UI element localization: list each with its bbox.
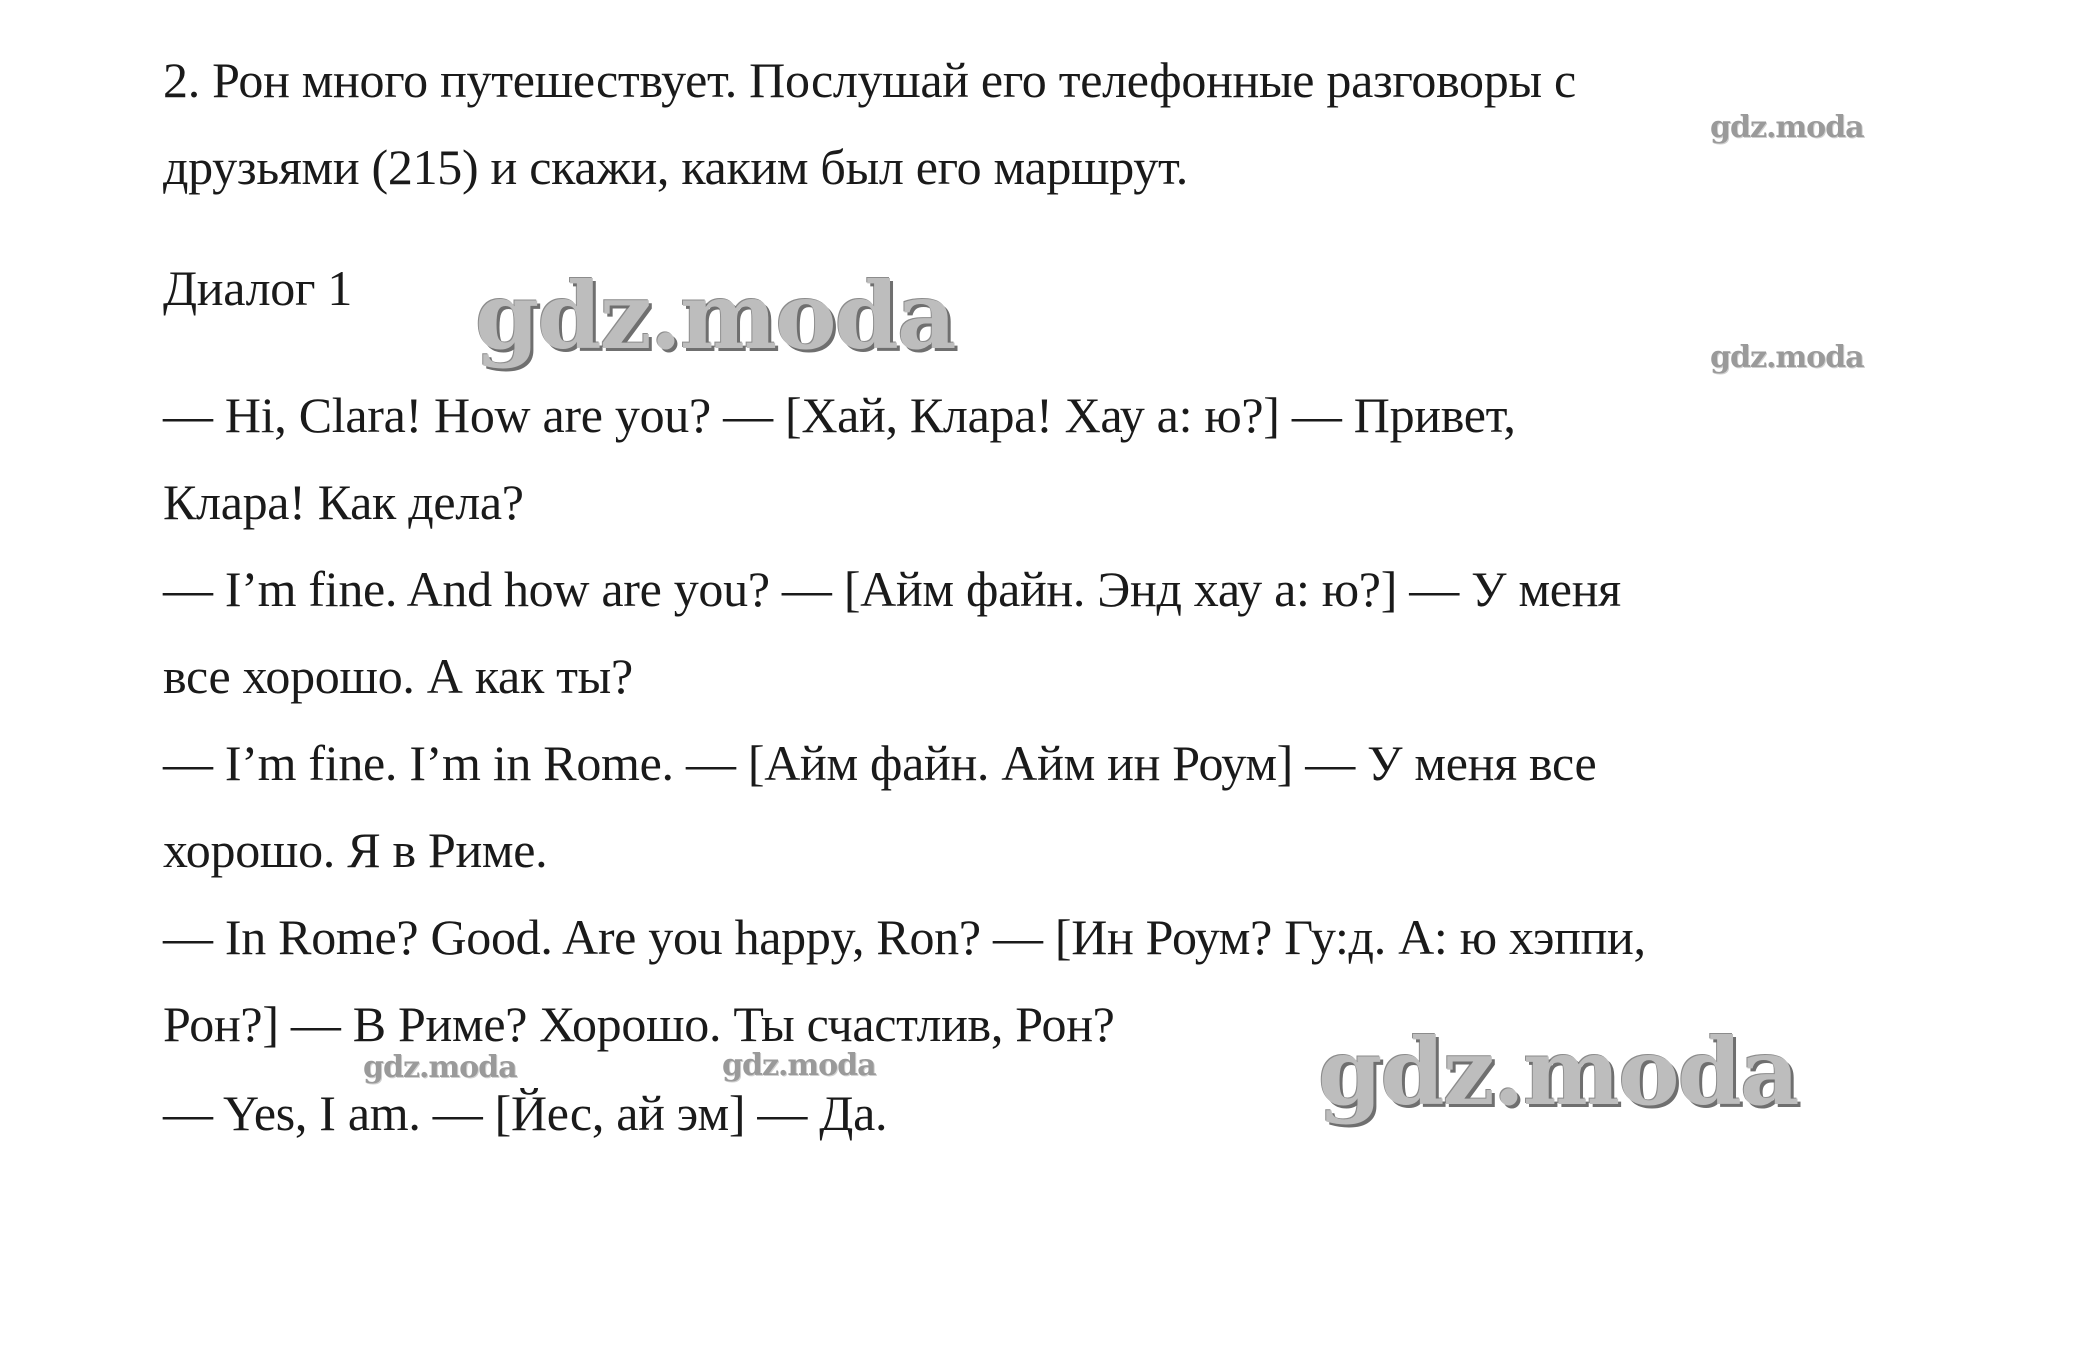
dialog-line: — In Rome? Good. Are you happy, Ron? — [Ин Роум? Гу:д. А: ю хэппи, (163, 909, 1646, 965)
watermark-logo: gdz.moda (722, 1048, 876, 1083)
dialog-line: — Yes, I am. — [Йес, ай эм] — Да. (163, 1085, 888, 1141)
dialog-line: Клара! Как дела? (163, 474, 524, 530)
dialog-line: все хорошо. А как ты? (163, 648, 633, 704)
dialog-line: хорошо. Я в Риме. (163, 822, 548, 878)
watermark-logo: gdz.moda (1710, 110, 1864, 145)
dialog-line: — Hi, Clara! How are you? — [Хай, Клара! Хау а: ю?] — Привет, (163, 387, 1516, 443)
dialog-line: Рон?] — В Риме? Хорошо. Ты счастлив, Рон? (163, 996, 1115, 1052)
watermark-logo: gdz.moda (1710, 340, 1864, 375)
watermark-logo: gdz.moda (363, 1050, 517, 1085)
watermark-logo: gdz.moda (475, 262, 955, 370)
dialog-line: — I’m fine. I’m in Rome. — [Айм файн. Айм ин Роум] — У меня все (163, 735, 1597, 791)
task-text-line-2: друзьями (215) и скажи, каким был его маршрут. (163, 139, 1188, 195)
dialog-line: — I’m fine. And how are you? — [Айм файн. Энд хау а: ю?] — У меня (163, 561, 1621, 617)
dialog-heading: Диалог 1 (163, 260, 353, 316)
task-text-line-1: 2. Рон много путешествует. Послушай его телефонные разговоры с (163, 52, 1576, 108)
watermark-logo: gdz.moda (1318, 1018, 1798, 1126)
